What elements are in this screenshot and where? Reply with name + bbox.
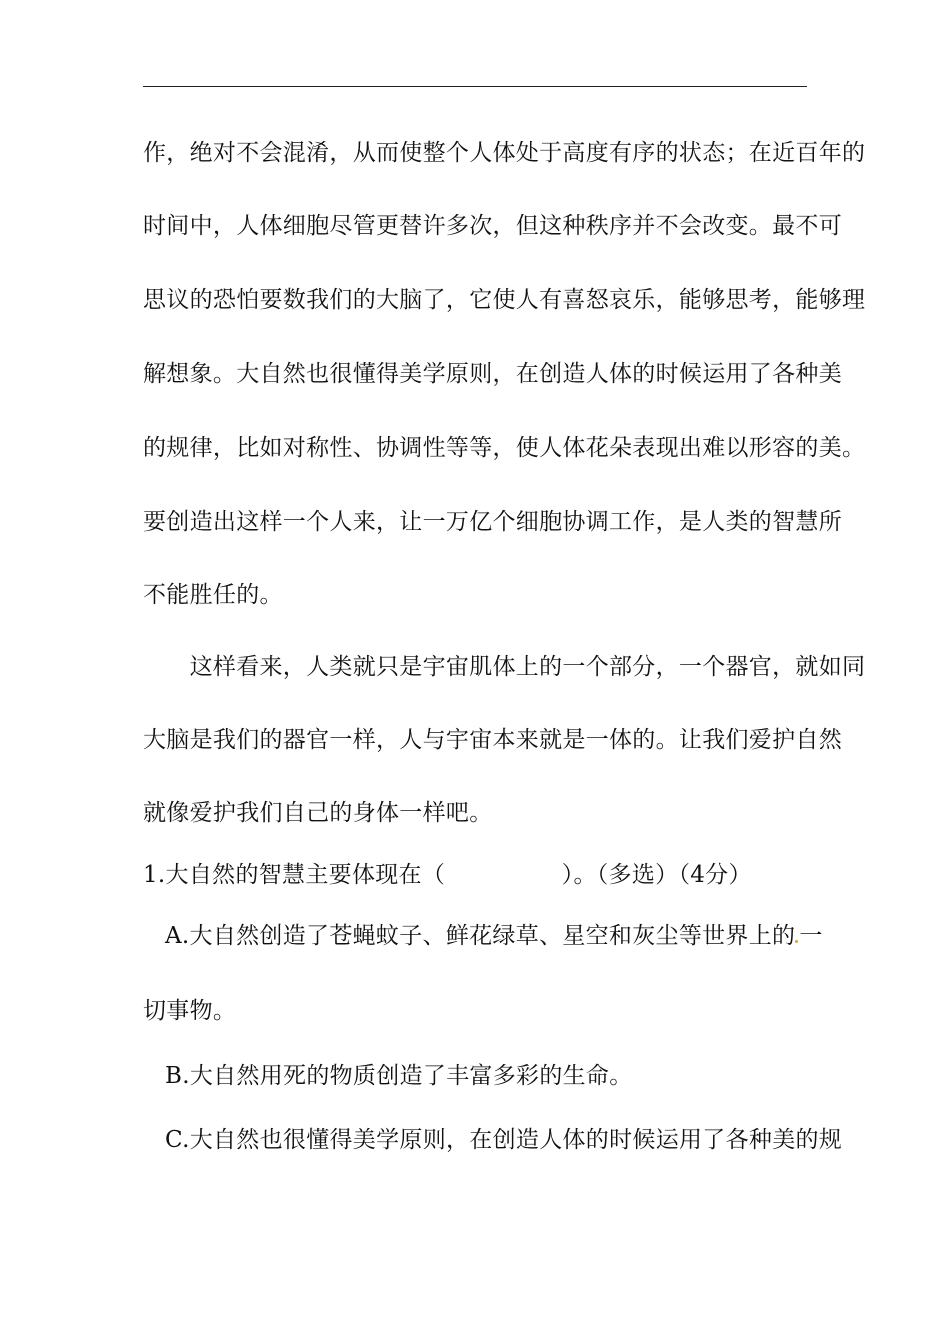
emphasis-dot-icon [795, 940, 798, 943]
passage-line: 作，绝对不会混淆，从而使整个人体处于高度有序的状态；在近百年的 [143, 140, 866, 166]
option-b: B.大自然用死的物质创造了丰富多彩的生命。 [165, 1063, 633, 1089]
passage-line: 时间中，人体细胞尽管更替许多次，但这种秩序并不会改变。最不可 [143, 213, 842, 239]
option-a-text: A.大自然创造了苍蝇蚊子、鲜花绿草、星空和灰尘等世界上的 [165, 923, 796, 949]
question-stem: 1.大自然的智慧主要体现在（ ）。（多选）（4分） [143, 862, 752, 888]
passage-line: 思议的恐怕要数我们的大脑了，它使人有喜怒哀乐，能够思考，能够理 [143, 287, 866, 313]
passage-line: 就像爱护我们自己的身体一样吧。 [143, 800, 493, 826]
passage-line: 大脑是我们的器官一样，人与宇宙本来就是一体的。让我们爱护自然 [143, 727, 842, 753]
passage-line: 不能胜任的。 [143, 582, 283, 608]
passage-line: 的规律，比如对称性、协调性等等，使人体花朵表现出难以形容的美。 [143, 435, 866, 461]
option-c: C.大自然也很懂得美学原则，在创造人体的时候运用了各种美的规 [165, 1127, 843, 1153]
option-a-text-end: 一 [799, 923, 823, 949]
option-a-continuation: 切事物。 [143, 998, 237, 1024]
passage-line: 这样看来，人类就只是宇宙肌体上的一个部分，一个器官，就如同 [143, 654, 866, 680]
header-rule [143, 86, 807, 87]
option-a [165, 921, 845, 951]
passage-line: 解想象。大自然也很懂得美学原则，在创造人体的时候运用了各种美 [143, 361, 842, 387]
passage-line: 要创造出这样一个人来，让一万亿个细胞协调工作，是人类的智慧所 [143, 509, 842, 535]
